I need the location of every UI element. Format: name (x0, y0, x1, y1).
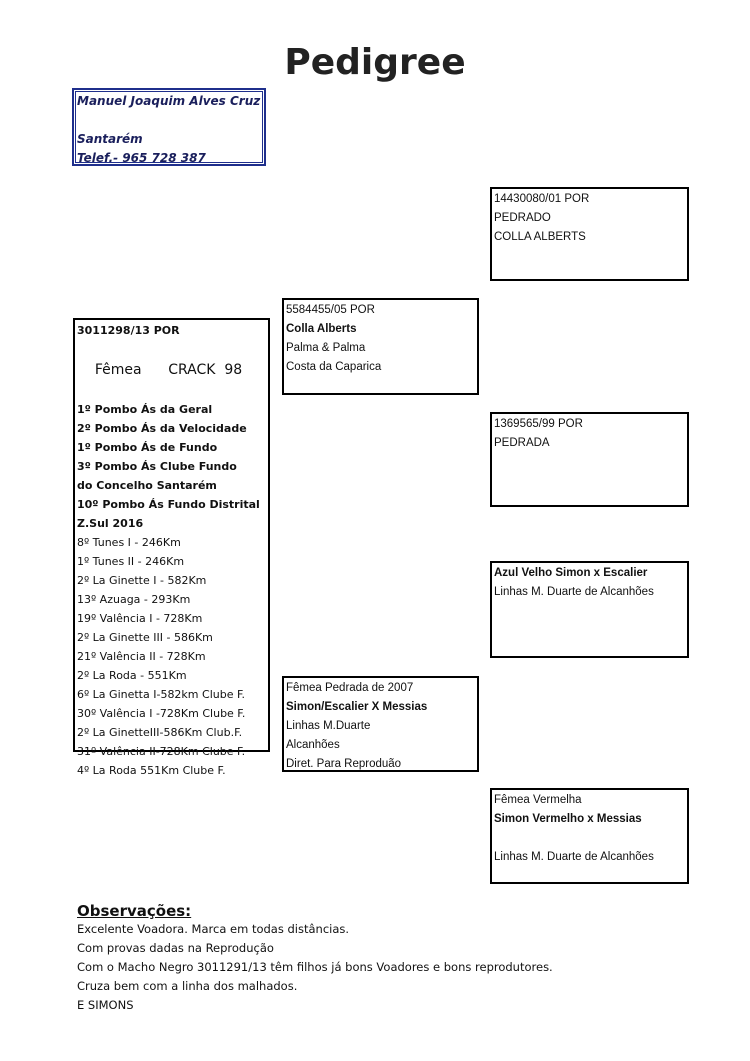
dam-dam-lines: Linhas M. Duarte de Alcanhões (494, 851, 654, 863)
sire-name: Colla Alberts (286, 323, 357, 335)
sire-location: Costa da Caparica (286, 361, 382, 373)
main-bird-box (73, 318, 270, 777)
result-item: 4º La Roda 551Km Clube F. (77, 764, 226, 777)
result-item: 30º Valência I -728Km Clube F. (77, 707, 246, 720)
result-item: 13º Azuaga - 293Km (77, 593, 191, 606)
sire-sire-box (490, 187, 689, 281)
sire-sire-color: PEDRADO (494, 212, 551, 224)
dam-box (282, 676, 479, 772)
sire-ring: 5584455/05 POR (286, 304, 375, 316)
page-title: Pedigree (284, 42, 466, 83)
observation-line: E SIMONS (77, 998, 134, 1012)
dam-sire-lines: Linhas M. Duarte de Alcanhões (494, 586, 654, 598)
dam-dam-box (490, 788, 689, 884)
observation-line: Cruza bem com a linha dos malhados. (77, 979, 298, 993)
result-item: 2º La Ginette I - 582Km (77, 574, 207, 587)
achievement-item: do Concelho Santarém (77, 479, 217, 492)
main-bird-sex-name (77, 340, 266, 400)
owner-box (72, 88, 266, 166)
main-bird-ring: 3011298/13 POR (77, 324, 180, 337)
sire-dam-color: PEDRADA (494, 437, 550, 449)
achievement-item: 1º Pombo Ás de Fundo (77, 441, 218, 454)
sire-dam-box (490, 412, 689, 507)
result-item: 2º La Roda - 551Km (77, 669, 187, 682)
dam-note: Diret. Para Reproduão (286, 758, 402, 770)
owner-name: Manuel Joaquim Alves Cruz (77, 94, 261, 108)
dam-sire-box (490, 561, 689, 658)
result-item: 2º La GinetteIII-586Km Club.F. (77, 726, 243, 739)
main-bird-results (77, 533, 266, 780)
achievement-item: 3º Pombo Ás Clube Fundo (77, 460, 237, 473)
observation-line: Com o Macho Negro 3011291/13 têm filhos já bons Voadores e bons reprodutores. (77, 960, 553, 974)
sire-dam-ring: 1369565/99 POR (494, 418, 583, 430)
main-bird-achievements (77, 400, 266, 533)
dam-location: Alcanhões (286, 739, 340, 751)
owner-phone: Telef.- 965 728 387 (77, 151, 206, 165)
result-item: 1º Tunes II - 246Km (77, 555, 185, 568)
sire-sire-ring: 14430080/01 POR (494, 193, 590, 205)
observations (77, 902, 553, 1015)
observations-title: Observações: (77, 902, 192, 920)
result-item: 19º Valência I - 728Km (77, 612, 203, 625)
sire-box (282, 298, 479, 395)
achievement-item: 1º Pombo Ás da Geral (77, 403, 213, 416)
achievement-item: 2º Pombo Ás da Velocidade (77, 422, 247, 435)
observation-line: Com provas dadas na Reprodução (77, 941, 274, 955)
dam-sire-name: Azul Velho Simon x Escalier (494, 567, 648, 579)
achievement-item: Z.Sul 2016 (77, 517, 144, 530)
result-item: 8º Tunes I - 246Km (77, 536, 181, 549)
dam-name: Simon/Escalier X Messias (286, 701, 428, 713)
result-item: 21º Valência II - 728Km (77, 650, 206, 663)
result-item: 31º Valência II-728Km Clube F. (77, 745, 246, 758)
dam-dam-description: Fêmea Vermelha (494, 794, 582, 806)
main-bird-sex-name-text: Fêmea CRACK 98 (94, 362, 243, 378)
dam-description: Fêmea Pedrada de 2007 (286, 682, 414, 694)
observation-line: Excelente Voadora. Marca em todas distâncias. (77, 922, 350, 936)
sire-sire-line: COLLA ALBERTS (494, 231, 586, 243)
result-item: 6º La Ginetta I-582km Clube F. (77, 688, 246, 701)
result-item: 2º La Ginette III - 586Km (77, 631, 213, 644)
sire-breeder: Palma & Palma (286, 342, 366, 354)
dam-lines: Linhas M.Duarte (286, 720, 371, 732)
achievement-item: 10º Pombo Ás Fundo Distrital (77, 498, 260, 511)
dam-dam-name: Simon Vermelho x Messias (494, 813, 642, 825)
owner-city: Santarém (77, 132, 143, 146)
